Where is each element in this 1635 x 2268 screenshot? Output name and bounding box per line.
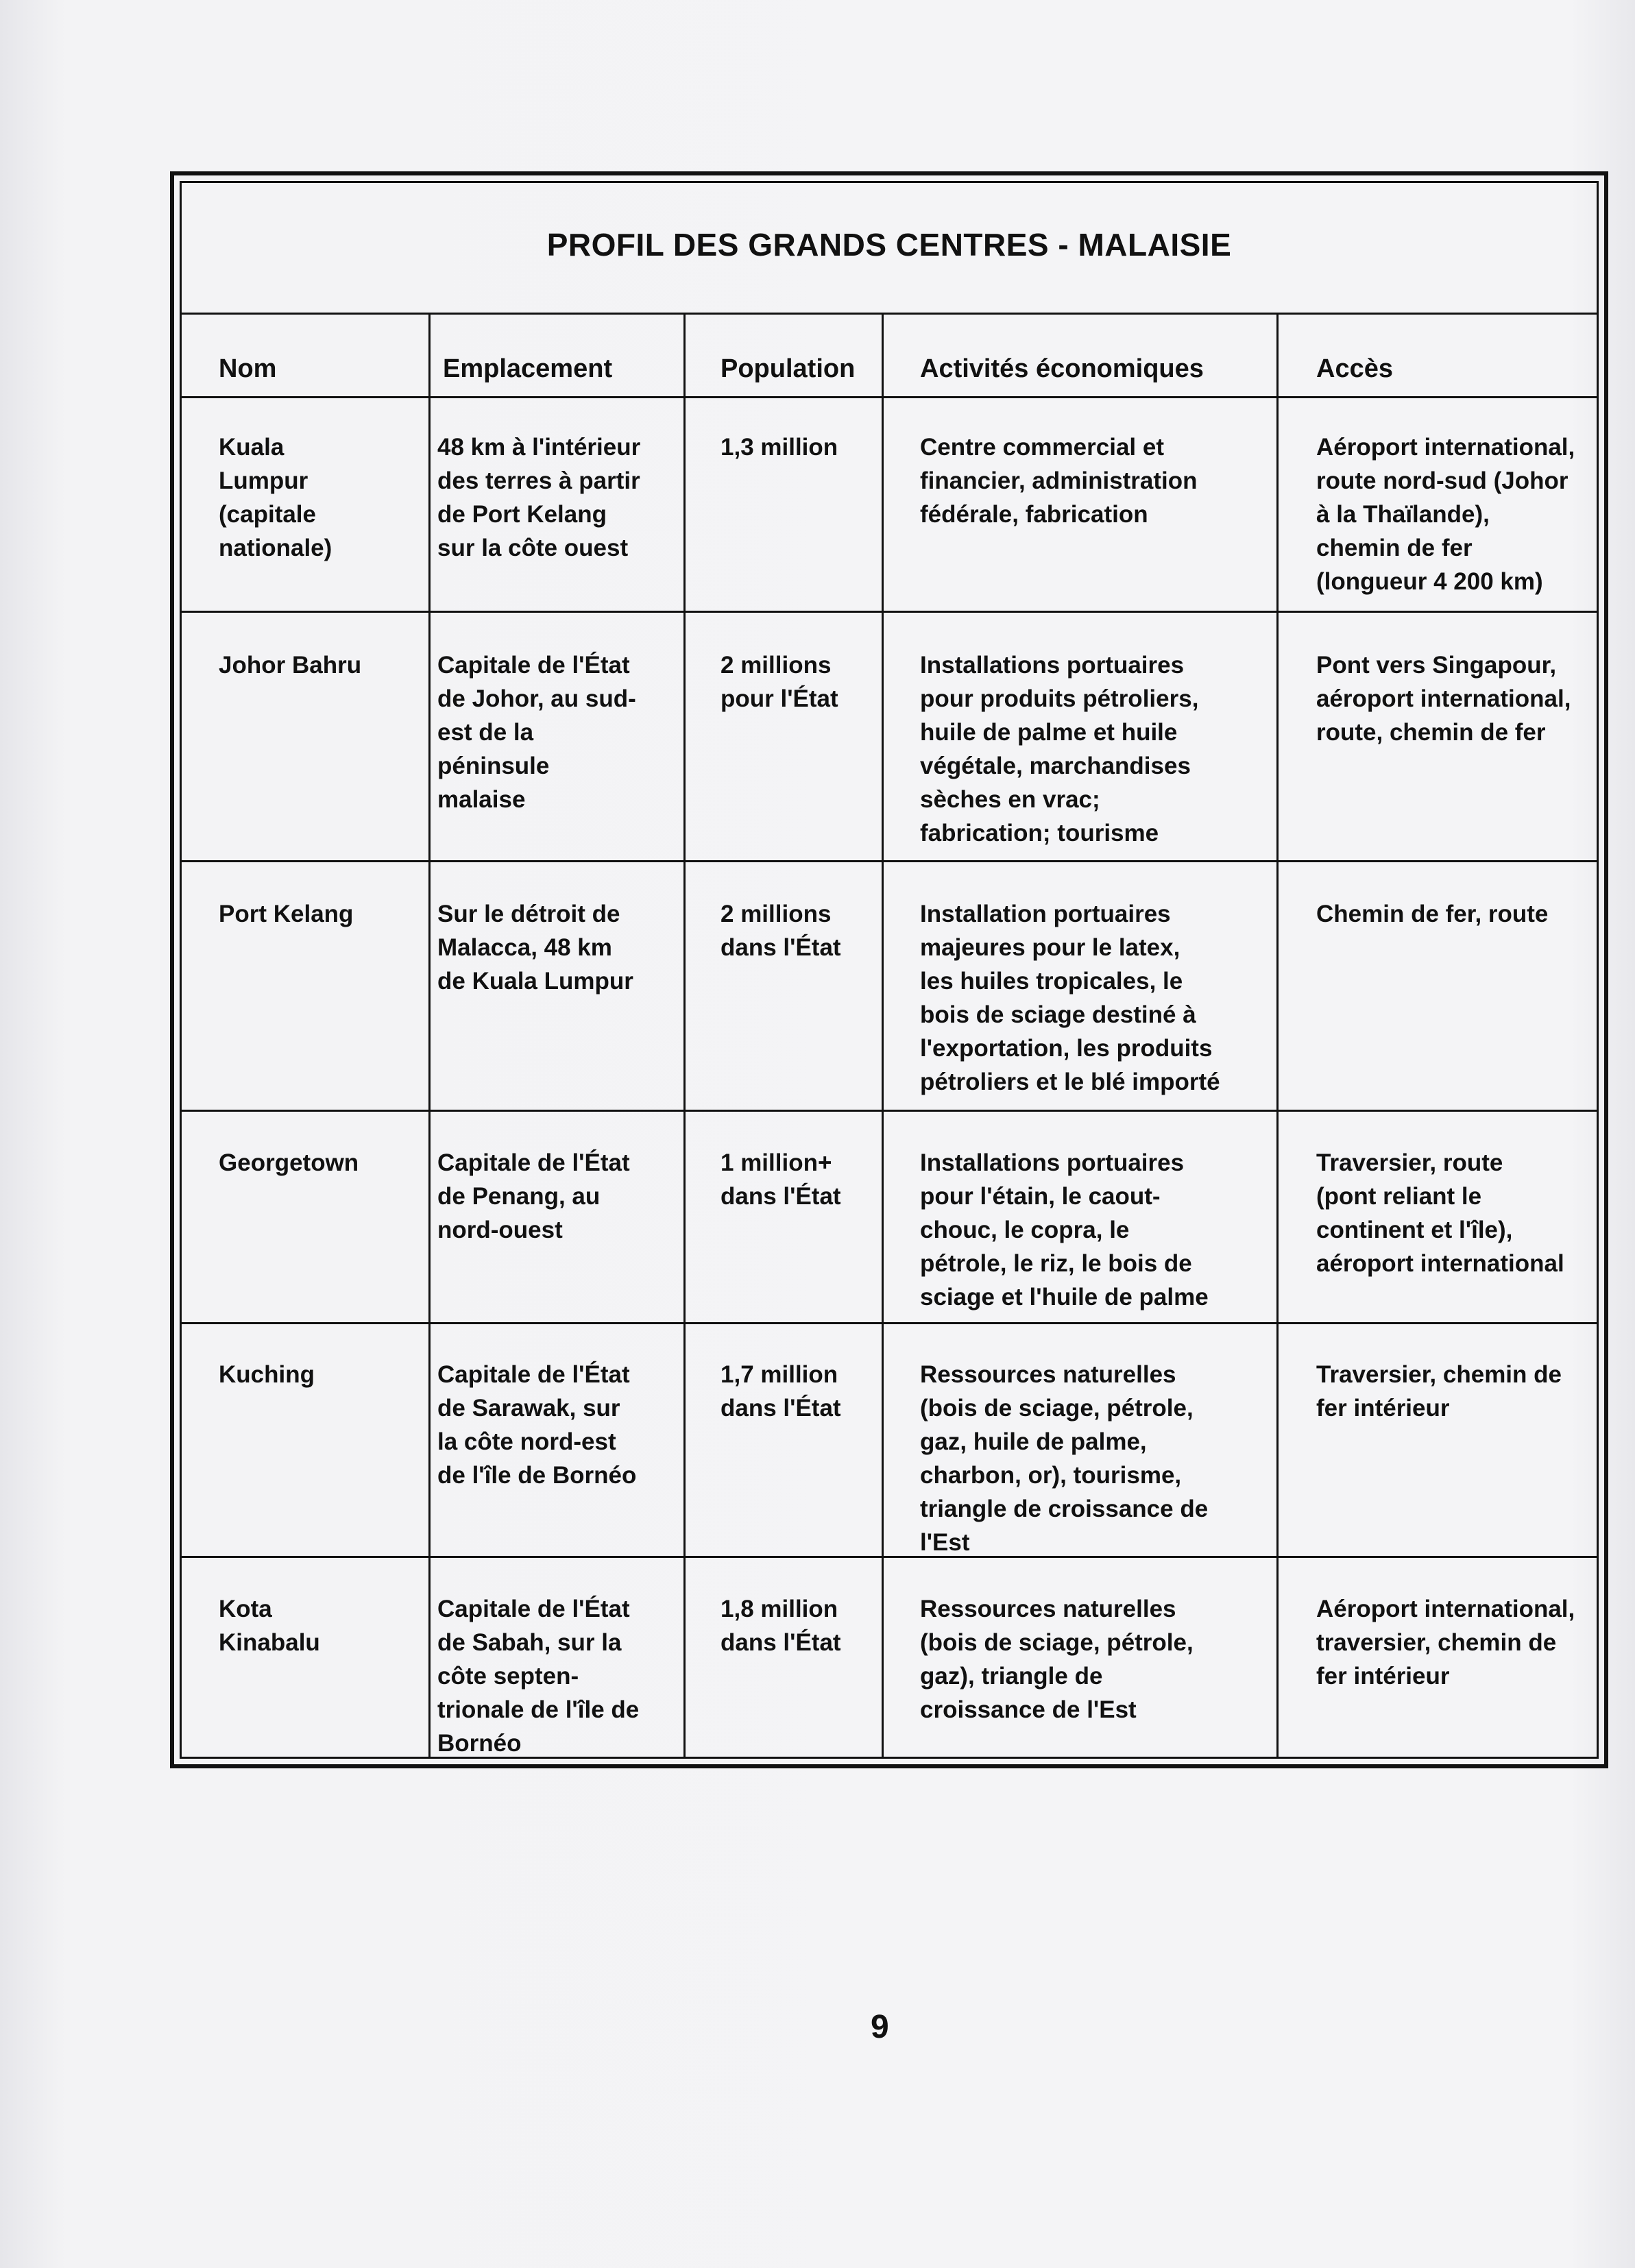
header-nom: Nom [219, 354, 277, 383]
cell-population: 2 millions pour l'État [720, 652, 838, 712]
cell-nom: Port Kelang [219, 901, 354, 927]
cell-nom: Kuala Lumpur (capitale nationale) [219, 434, 332, 561]
cell-population: 1,3 million [720, 434, 838, 461]
cell-emplacement: Capitale de l'État de Sarawak, sur la côte nord-est de l'île de Bornéo [437, 1361, 637, 1489]
cell-emplacement: Capitale de l'État de Sabah, sur la côte septen- trionale de l'île de Bornéo [437, 1596, 640, 1757]
profile-table [170, 171, 1608, 1768]
cell-population: 1,7 million dans l'État [720, 1361, 841, 1422]
cell-acces: Pont vers Singapour, aéroport international, route, chemin de fer [1316, 652, 1571, 746]
cell-acces: Traversier, chemin de fer intérieur [1316, 1361, 1562, 1422]
cell-emplacement: Capitale de l'État de Penang, au nord-ouest [437, 1149, 630, 1243]
cell-emplacement: 48 km à l'intérieur des terres à partir de Port Kelang sur la côte ouest [437, 434, 641, 561]
column-divider [882, 313, 884, 1759]
cell-activites: Installation portuaires majeures pour le latex, les huiles tropicales, le bois de sciage destiné à l'exportation, les produits pétroliers et le blé importé [920, 901, 1220, 1095]
cell-emplacement: Capitale de l'État de Johor, au sud- est de la péninsule malaise [437, 652, 636, 813]
cell-population: 1 million+ dans l'État [720, 1149, 841, 1210]
cell-acces: Chemin de fer, route [1316, 901, 1549, 927]
cell-activites: Ressources naturelles (bois de sciage, pétrole, gaz), triangle de croissance de l'Est [920, 1596, 1194, 1723]
header-emplacement: Emplacement [443, 354, 613, 383]
header-acces: Accès [1316, 354, 1393, 383]
cell-nom: Kota Kinabalu [219, 1596, 320, 1656]
cell-acces: Aéroport international, route nord-sud (Johor à la Thaïlande), chemin de fer (longueur 4 200 km) [1316, 434, 1575, 595]
cell-activites: Centre commercial et financier, administration fédérale, fabrication [920, 434, 1198, 528]
table-grid [180, 313, 1599, 1759]
cell-population: 1,8 million dans l'État [720, 1596, 841, 1656]
column-divider [428, 313, 431, 1759]
page-number: 9 [871, 2009, 889, 2045]
cell-population: 2 millions dans l'État [720, 901, 841, 961]
cell-emplacement: Sur le détroit de Malacca, 48 km de Kuala Lumpur [437, 901, 633, 995]
cell-activites: Installations portuaires pour produits pétroliers, huile de palme et huile végétale, marchandises sèches en vrac; fabrication; tourisme [920, 652, 1199, 846]
row-divider [180, 396, 1599, 398]
row-divider [180, 611, 1599, 613]
column-divider [683, 313, 686, 1759]
cell-acces: Traversier, route (pont reliant le continent et l'île), aéroport international [1316, 1149, 1564, 1277]
row-divider [180, 860, 1599, 862]
cell-nom: Georgetown [219, 1149, 359, 1176]
row-divider [180, 313, 1599, 315]
header-activites: Activités économiques [920, 354, 1204, 383]
column-divider [1276, 313, 1279, 1759]
cell-nom: Johor Bahru [219, 652, 362, 679]
table-title: PROFIL DES GRANDS CENTRES - MALAISIE [546, 227, 1232, 263]
cell-activites: Ressources naturelles (bois de sciage, pétrole, gaz, huile de palme, charbon, or), tourisme, triangle de croissance de l'Est [920, 1361, 1209, 1556]
cell-acces: Aéroport international, traversier, chemin de fer intérieur [1316, 1596, 1575, 1690]
row-divider [180, 1322, 1599, 1324]
cell-nom: Kuching [219, 1361, 315, 1388]
row-divider [180, 1110, 1599, 1112]
row-divider [180, 1556, 1599, 1558]
cell-activites: Installations portuaires pour l'étain, le caout- chouc, le copra, le pétrole, le riz, le bois de sciage et l'huile de palme [920, 1149, 1209, 1310]
header-population: Population [720, 354, 856, 383]
